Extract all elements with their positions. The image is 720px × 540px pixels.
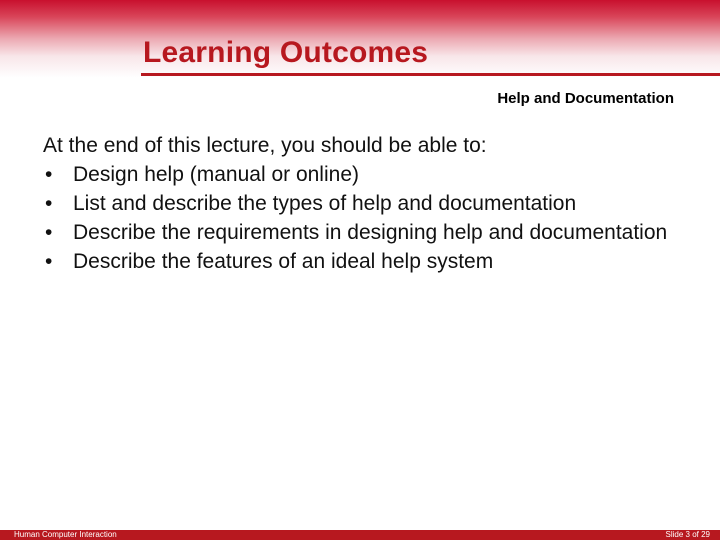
bullet-icon: • [45,250,53,273]
list-item [43,189,683,218]
bullet-text: Describe the requirements in designing help and documentation [73,221,668,244]
list-item [43,247,683,276]
bullet-text: List and describe the types of help and documentation [73,192,577,215]
bullet-icon: • [45,192,53,215]
footer-slide-number: Slide 3 of 29 [665,530,710,539]
bullet-icon: • [45,163,53,186]
learning-outcomes-list [43,160,683,276]
bullet-text: Describe the features of an ideal help system [73,250,494,273]
list-item [43,218,683,247]
slide-subtitle: Help and Documentation [497,90,674,107]
footer-course-title: Human Computer Interaction [14,530,117,539]
intro-text: At the end of this lecture, you should be able to: [43,134,487,157]
slide-content [43,131,683,276]
slide-title: Learning Outcomes [143,36,429,69]
bullet-icon: • [45,221,53,244]
bullet-text: Design help (manual or online) [73,163,359,186]
footer-bar [0,530,720,540]
list-item [43,160,683,189]
title-underline [141,73,720,76]
